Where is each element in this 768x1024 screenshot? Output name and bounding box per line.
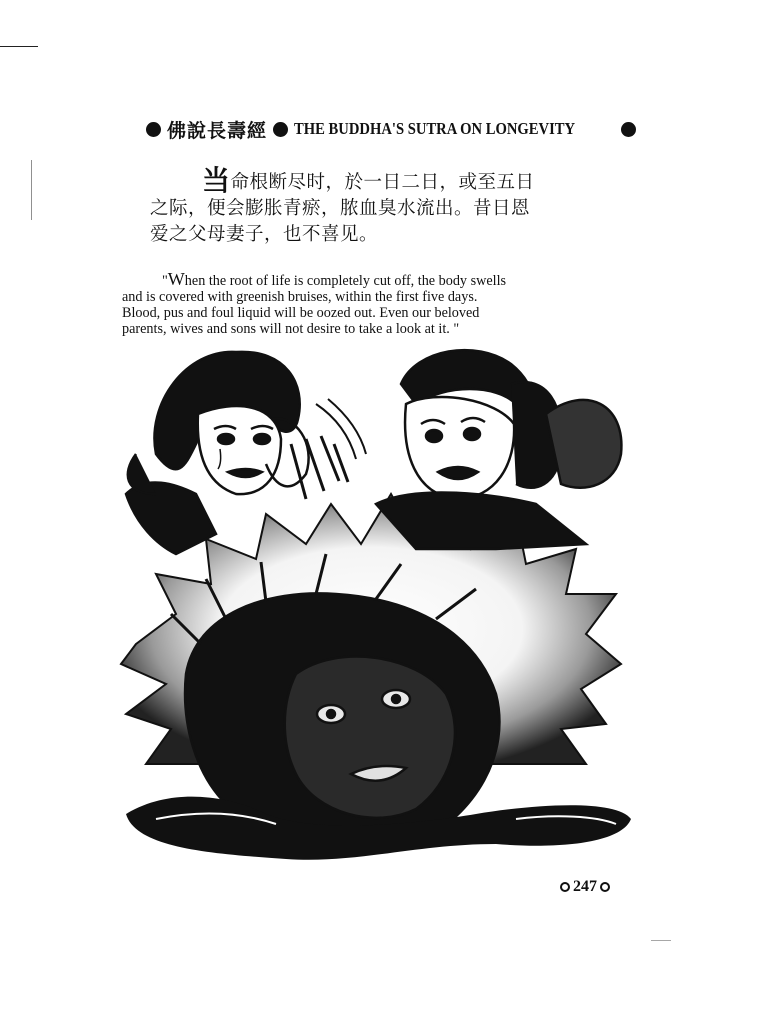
english-first-letter: W	[167, 269, 185, 289]
chinese-line-text: 命根断尽时，於一日二日，或至五日	[230, 172, 535, 193]
bullet-icon	[621, 122, 636, 137]
english-line: Blood, pus and foul liquid will be oozed out. Even our beloved	[122, 305, 480, 321]
chinese-line: 爱之父母妻子，也不喜见。	[150, 224, 379, 245]
english-passage	[122, 271, 642, 337]
chinese-line	[150, 164, 640, 197]
scan-edge-mark	[651, 940, 671, 941]
sutra-header	[146, 116, 636, 142]
grieving-old-man	[376, 350, 621, 549]
scan-edge-mark	[0, 46, 38, 47]
english-line-text: hen the root of life is completely cut off, the body swells	[184, 273, 507, 289]
page-number-text: 247	[573, 878, 597, 895]
english-line: parents, wives and sons will not desire to take a look at it. "	[122, 321, 460, 337]
chinese-line: 之际，便会膨胀青瘀，脓血臭水流出。昔日恩	[150, 198, 531, 219]
open-quote: "	[162, 273, 168, 289]
english-line	[122, 271, 642, 289]
english-title: THE BUDDHA'S SUTRA ON LONGEVITY	[294, 119, 576, 138]
english-line: and is covered with greenish bruises, within the first five days.	[122, 289, 478, 305]
bullet-icon	[273, 122, 288, 137]
ring-icon	[560, 882, 570, 892]
ring-icon	[600, 882, 610, 892]
chinese-title: 佛說長壽經	[167, 119, 268, 142]
scan-edge-mark	[31, 160, 32, 220]
page-number	[560, 878, 610, 896]
bullet-icon	[146, 122, 161, 137]
illustration	[116, 344, 636, 904]
chinese-passage	[150, 164, 640, 248]
chinese-dropcap: 当	[202, 164, 231, 197]
